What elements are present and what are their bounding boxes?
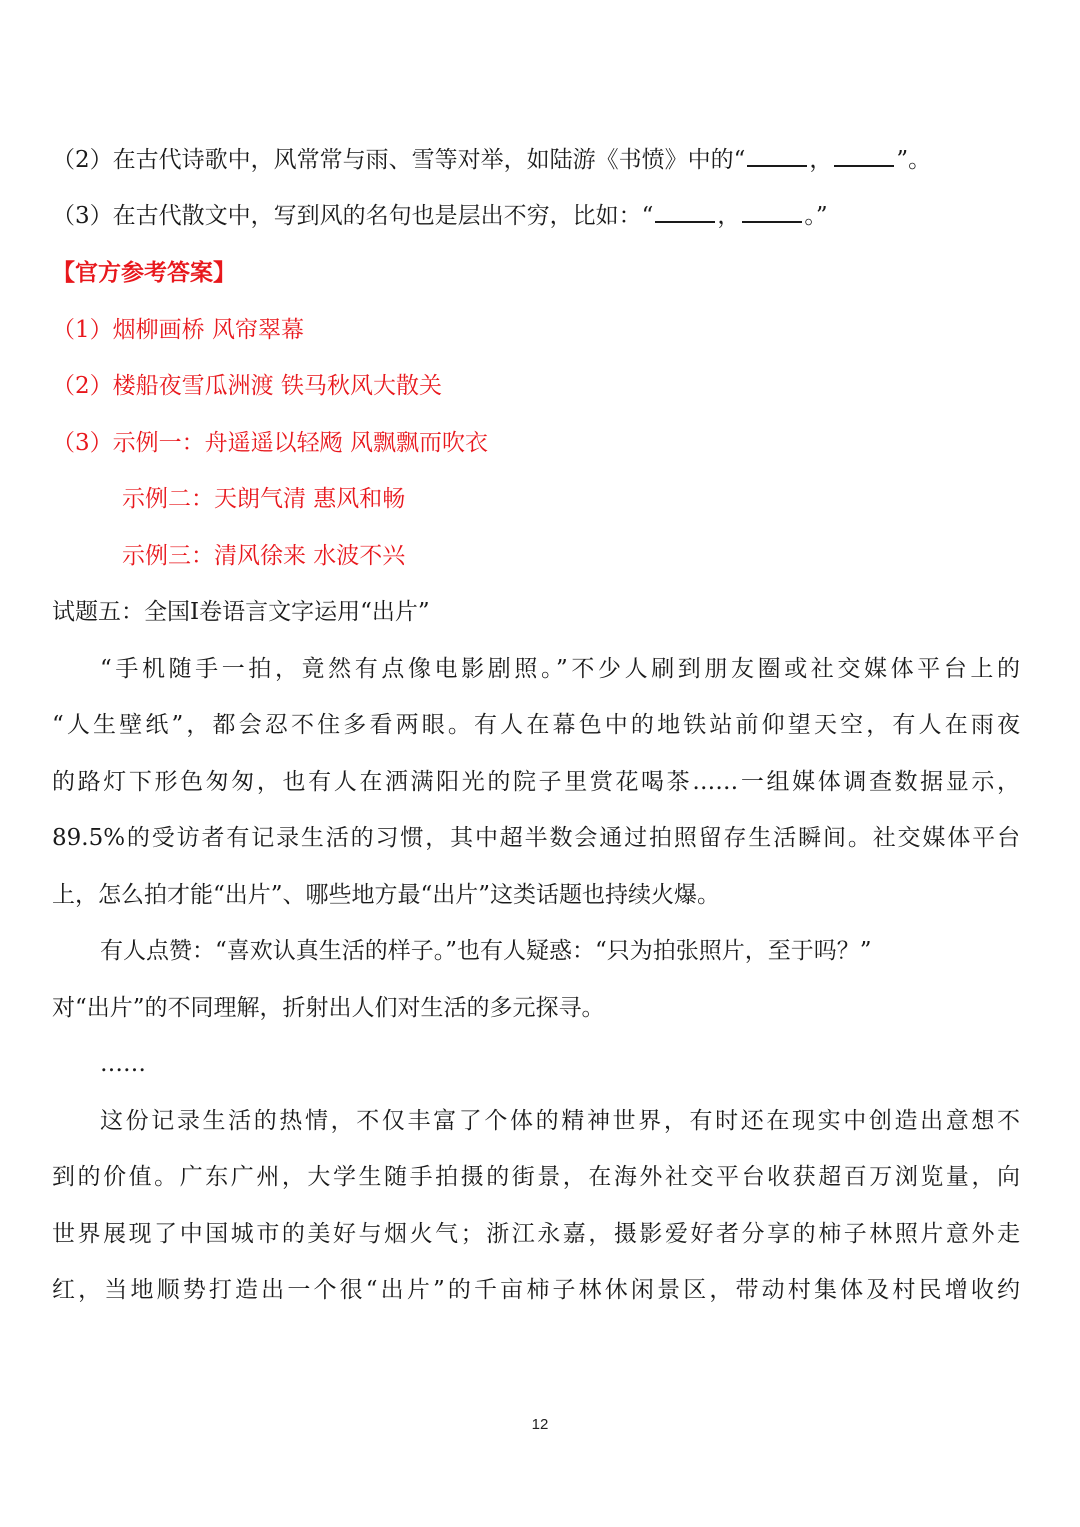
passage-line: 的路灯下形色匆匆，也有人在洒满阳光的院子里赏花喝茶……一组媒体调查数据显示， [52,769,1020,795]
passage-line: “人生壁纸”，都会忍不住多看两眼。有人在幕色中的地铁站前仰望天空，有人在雨夜 [52,712,1020,738]
passage-line: 这份记录生活的热情，不仅丰富了个体的精神世界，有时还在现实中创造出意想不 [100,1108,1020,1134]
answer-1: （1）烟柳画桥 风帘翠幕 [52,317,304,343]
answer-2: （2）楼船夜雪瓜洲渡 铁马秋风大散关 [52,373,442,399]
page-number: 12 [531,1416,549,1433]
passage-line: 到的价值。广东广州，大学生随手拍摄的街景，在海外社交平台收获超百万浏览量，向 [52,1164,1020,1190]
section-title: 试题五：全国Ⅰ卷语言文字运用“出片” [52,599,430,625]
question-2-text: （2）在古代诗歌中，风常常与雨、雪等对举，如陆游《书愤》中的“ [52,147,746,173]
question-3 [52,196,1020,236]
passage-line: 上，怎么拍才能“出片”、哪些地方最“出片”这类话题也持续火爆。 [52,882,721,908]
question-3-closing: 。” [804,203,828,229]
answer-blank [742,199,802,223]
question-3-text: （3）在古代散文中，写到风的名句也是层出不穷，比如：“ [52,203,654,229]
answer-blank [747,143,807,167]
answer-3-example-3: 示例三：清风徐来 水波不兴 [122,543,406,569]
passage-line: 世界展现了中国城市的美好与烟火气；浙江永嘉，摄影爱好者分享的柿子林照片意外走 [52,1221,1020,1247]
answer-blank [655,199,715,223]
blank-separator: ， [717,203,741,229]
passage-line: “手机随手一拍，竟然有点像电影剧照。”不少人刷到朋友圈或社交媒体平台上的 [100,656,1020,682]
question-2 [52,140,1020,180]
answer-heading: 【官方参考答案】 [52,259,236,286]
blank-separator: ， [809,147,833,173]
passage-line: 对“出片”的不同理解，折射出人们对生活的多元探寻。 [52,995,605,1021]
passage-line: 89.5%的受访者有记录生活的习惯，其中超半数会通过拍照留存生活瞬间。社交媒体平台 [52,825,1020,851]
question-2-closing: ”。 [896,147,932,173]
answer-blank [834,143,894,167]
passage-ellipsis: …… [100,1051,146,1077]
answer-3: （3）示例一：舟遥遥以轻飏 风飘飘而吹衣 [52,430,488,456]
answer-3-example-2: 示例二：天朗气清 惠风和畅 [122,486,406,512]
passage-line: 红，当地顺势打造出一个很“出片”的千亩柿子林休闲景区，带动村集体及村民增收约 [52,1277,1020,1303]
passage-line: 有人点赞：“喜欢认真生活的样子。”也有人疑惑：“只为拍张照片，至于吗？” [100,938,872,964]
